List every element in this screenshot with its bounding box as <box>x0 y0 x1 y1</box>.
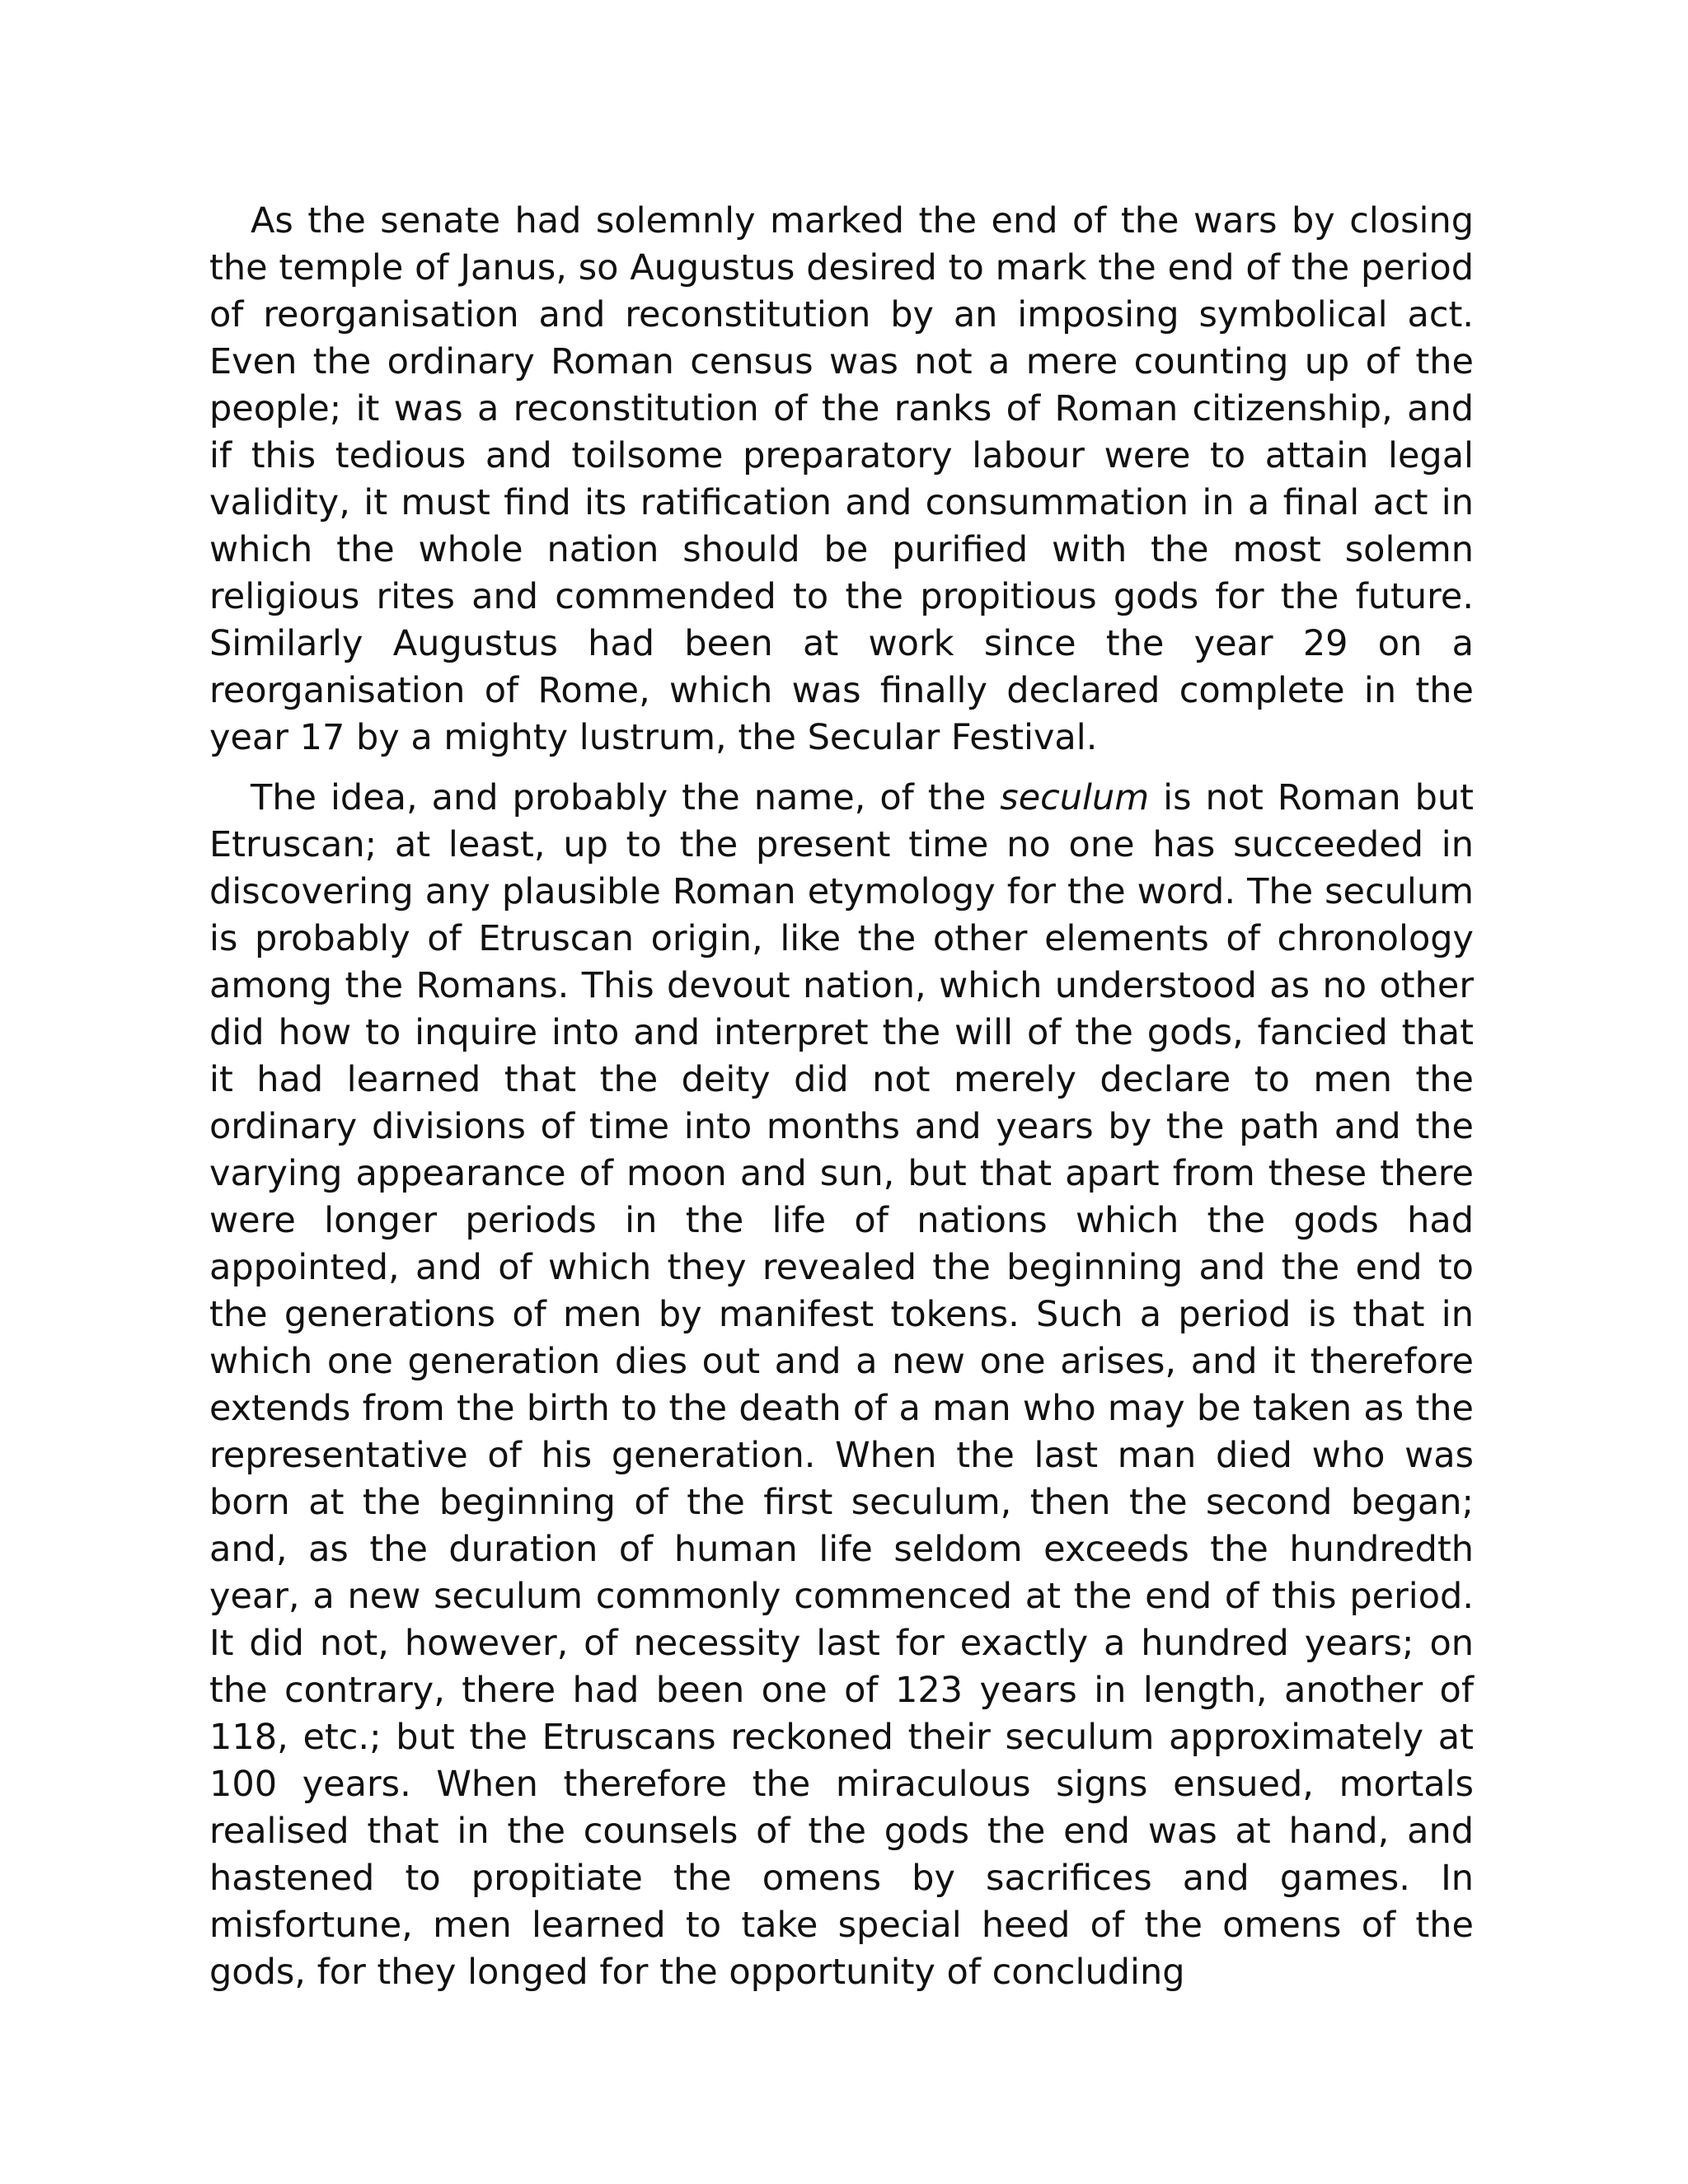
paragraph-1 <box>209 198 1474 762</box>
paragraph-2-text-start: The idea, and probably the name, of the <box>251 777 1001 818</box>
body-text <box>209 198 1474 2009</box>
paragraph-2-text-rest: is not Roman but Etruscan; at least, up to the present time no one has succeeded in discovering any plausible Roman etymology for the word. The seculum is probably of Etruscan origin, like the other elements of chronology among the Romans. This devout nation, which understood as no other did how to inquire into and interpret the will of the gods, fancied that it had learned that the deity did not merely declare to men the ordinary divisions of time into months and years by the path and the varying appearance of moon and sun, but that apart from these there were longer periods in the life of nations which the gods had appointed, and of which they revealed the beginning and the end to the generations of men by manifest tokens. Such a period is that in which one generation dies out and a new one arises, and it therefore extends from the birth to the death of a man who may be taken as the representative of his generation. When the last man died who was born at the beginning of the first seculum, then the second began; and, as the duration of human life seldom exceeds the hundredth year, a new seculum commonly commenced at the end of this period. It did not, however, of necessity last for exactly a hundred years; on the contrary, there had been one of 123 years in length, another of 118, etc.; but the Etruscans reckoned their seculum approximately at 100 years. When therefore the miraculous signs ensued, mortals realised that in the counsels of the gods the end was at hand, and hastened to propitiate the omens by sacrifices and games. In misfortune, men learned to take special heed of the omens of the gods, for they longed for the opportunity of concluding <box>209 777 1474 1993</box>
italic-term-seculum: seculum <box>1000 777 1150 818</box>
paragraph-2 <box>209 775 1474 1996</box>
paragraph-1-text: As the senate had solemnly marked the end of the wars by closing the temple of Janus, so Augustus desired to mark the end of the period of reorganisation and reconstitution by an imposing symbolical act. Even the ordinary Roman census was not a mere counting up of the people; it was a reconstitution of the ranks of Roman citizenship, and if this tedious and toilsome preparatory labour were to attain legal validity, it must find its ratification and consummation in a final act in which the whole nation should be purified with the most solemn religious rites and commended to the propitious gods for the future. Similarly Augustus had been at work since the year 29 on a reorganisation of Rome, which was finally declared complete in the year 17 by a mighty lustrum, the Secular Festival. <box>209 200 1474 758</box>
